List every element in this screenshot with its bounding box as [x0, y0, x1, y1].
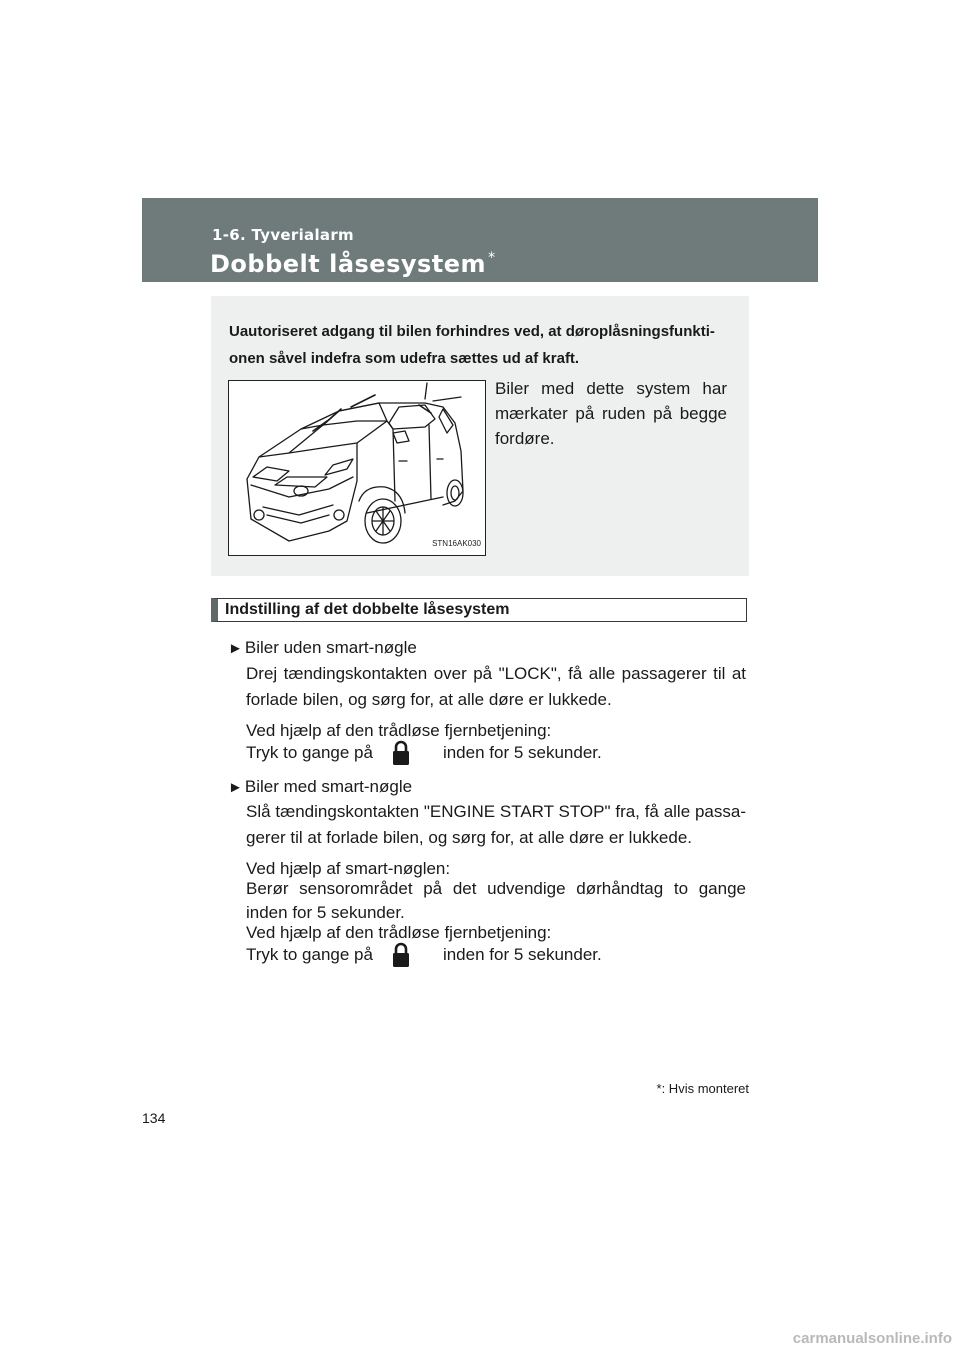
padlock-icon — [391, 942, 411, 968]
press-suffix: inden for 5 sekunder. — [442, 945, 602, 964]
footnote-text: : Hvis monteret — [661, 1081, 749, 1096]
watermark: carmanualsonline.info — [792, 1330, 952, 1347]
triangle-right-icon: ► — [228, 640, 243, 657]
instruction-without-key: Drej tændingskontakten over på "LOCK", få alle passagerer til at forlade bilen, og sørg for, at alle døre er lukkede. — [246, 664, 746, 709]
bullet-label: Biler med smart-nøgle — [244, 777, 413, 796]
section-label: 1-6. Tyverialarm — [212, 226, 354, 244]
page-title-text: Dobbelt låsesystem — [210, 250, 487, 278]
bullet-without-smart-key — [228, 638, 417, 658]
page-title — [210, 250, 496, 278]
smartkey-instruction: Berør sensorområdet på det udvendige dørhåndtag to gange inden for 5 sekunder. — [246, 879, 746, 922]
intro-box — [211, 296, 749, 576]
press-suffix: inden for 5 sekunder. — [442, 743, 602, 762]
remote-label: Ved hjælp af den trådløse fjernbetjening: — [246, 721, 552, 740]
remote-label: Ved hjælp af den trådløse fjernbetjening: — [246, 923, 552, 942]
car-drawing-icon — [229, 381, 485, 555]
press-prefix: Tryk to gange på — [246, 743, 373, 762]
illustration-note: Biler med dette system har mærkater på ruden på begge fordøre. — [495, 379, 727, 448]
smartkey-label: Ved hjælp af smart-nøglen: — [246, 859, 451, 878]
press-lock-line — [246, 945, 602, 965]
intro-text: Uautoriseret adgang til bilen forhindres ved, at døroplåsningsfunkti-onen såvel indefra som udefra sættes ud af kraft. — [229, 323, 715, 367]
padlock-icon — [391, 740, 411, 766]
bullet-with-smart-key — [228, 777, 412, 797]
bullet-label: Biler uden smart-nøgle — [244, 638, 417, 657]
press-prefix: Tryk to gange på — [246, 945, 373, 964]
triangle-right-icon: ► — [228, 779, 243, 796]
illustration-code: STN16AK030 — [432, 539, 481, 548]
footnote-mark: * — [656, 1081, 662, 1096]
page-number: 134 — [142, 1110, 166, 1126]
instruction-with-key: Slå tændingskontakten "ENGINE START STOP" fra, få alle passa-gerer til at forlade bilen, og sørg for, at alle døre er lukkede. — [246, 802, 746, 847]
chapter-header-band — [142, 198, 818, 282]
footnote — [657, 1081, 749, 1096]
section-subheading: Indstilling af det dobbelte låsesystem — [211, 598, 747, 622]
title-footnote-mark: * — [488, 250, 496, 266]
car-illustration — [228, 380, 486, 556]
press-lock-line — [246, 743, 602, 763]
